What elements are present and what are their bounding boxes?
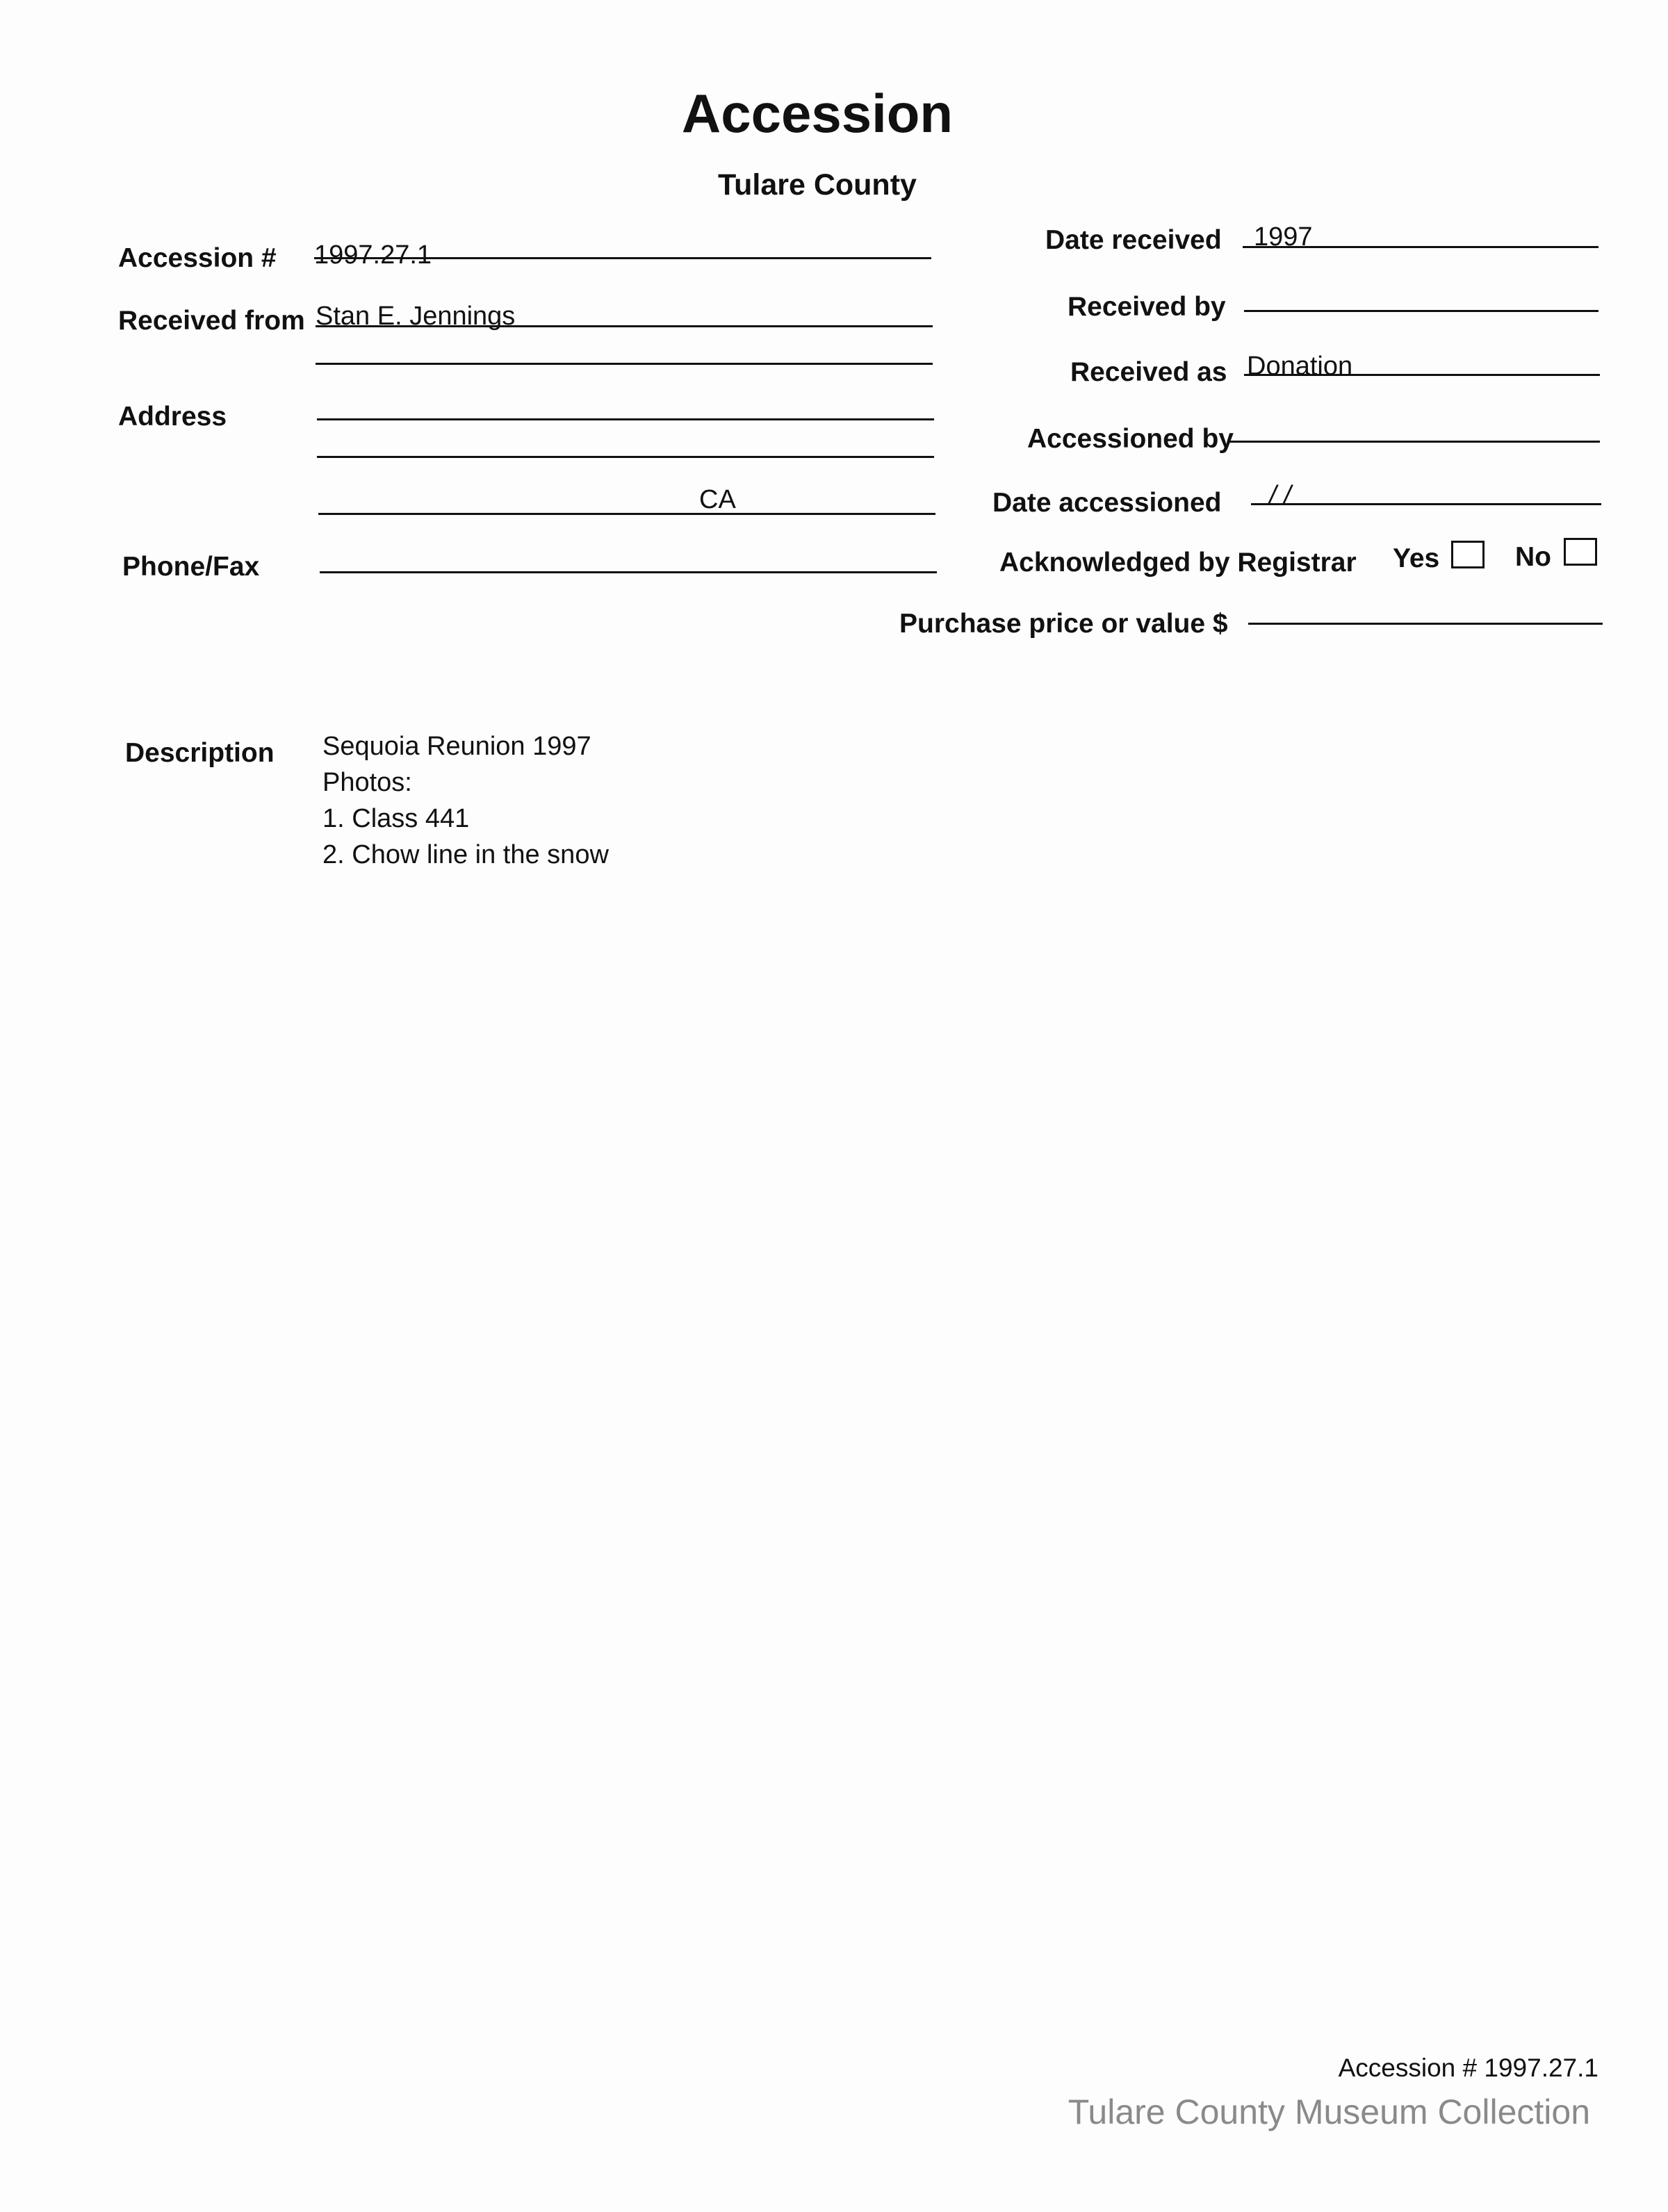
address-line-3 [318,513,935,515]
received-from-label: Received from [118,306,305,336]
footer-accession-number: Accession # 1997.27.1 [1338,2054,1598,2082]
description-label: Description [125,738,275,768]
phone-fax-label: Phone/Fax [122,552,260,582]
purchase-price-label: Purchase price or value $ [899,609,1228,639]
address-line-2 [317,456,934,458]
date-received-value[interactable]: 1997 [1254,222,1313,252]
received-by-line [1244,310,1598,312]
no-label: No [1515,542,1551,572]
acknowledged-label: Acknowledged by Registrar [999,548,1357,577]
accession-number-value[interactable]: 1997.27.1 [314,240,432,270]
description-line: 2. Chow line in the snow [322,840,609,869]
date-accessioned-value[interactable]: / / [1269,481,1291,510]
accessioned-by-line [1227,441,1600,443]
received-by-label: Received by [1068,292,1226,322]
date-received-label: Date received [1045,225,1222,255]
received-as-label: Received as [1070,357,1227,387]
footer-collection-name: Tulare County Museum Collection [1068,2092,1590,2131]
accession-number-line [314,257,931,259]
date-accessioned-label: Date accessioned [992,488,1222,518]
address-label: Address [118,402,227,432]
date-received-line [1243,246,1598,248]
form-subtitle: Tulare County [718,168,917,202]
accessioned-by-label: Accessioned by [1027,424,1234,454]
description-line: Sequoia Reunion 1997 [322,732,591,761]
phone-fax-line [320,571,937,573]
received-as-value[interactable]: Donation [1247,352,1353,381]
description-text [322,728,609,873]
received-from-value[interactable]: Stan E. Jennings [316,302,516,331]
form-title: Accession [681,83,954,144]
received-as-line [1244,374,1600,376]
description-line: 1. Class 441 [322,804,470,833]
no-checkbox[interactable] [1564,538,1597,566]
address-state-value[interactable]: CA [699,485,736,514]
date-accessioned-line [1251,503,1601,505]
address-line-1 [317,418,934,420]
description-line: Photos: [322,768,412,797]
yes-checkbox[interactable] [1451,541,1485,568]
received-from-line-2 [316,363,933,365]
received-from-line [316,325,933,327]
purchase-price-line [1248,623,1603,625]
yes-label: Yes [1393,543,1440,573]
accession-number-label: Accession # [118,243,277,273]
